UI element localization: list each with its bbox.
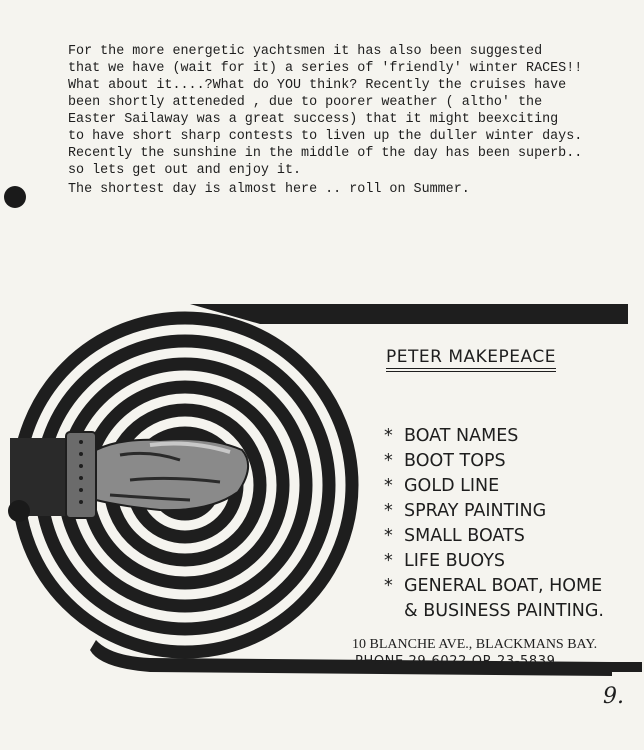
service-item: * SPRAY PAINTING <box>384 499 604 524</box>
asterisk-icon: * <box>384 551 393 571</box>
punch-hole-top <box>4 186 26 208</box>
contact-block <box>352 636 597 670</box>
service-item: * GENERAL BOAT, HOME <box>384 574 604 599</box>
punch-hole-bottom <box>8 500 30 522</box>
service-item: * BOAT NAMES <box>384 424 604 449</box>
service-item: * LIFE BUOYS <box>384 549 604 574</box>
article-line: What about it....?What do YOU think? Recently the cruises have <box>68 78 567 93</box>
article-line: The shortest day is almost here .. roll on Summer. <box>68 182 470 197</box>
article-line: For the more energetic yachtsmen it has also been suggested <box>68 44 543 59</box>
article-line: that we have (wait for it) a series of 'friendly' winter RACES!! <box>68 61 583 76</box>
service-item: * GOLD LINE <box>384 474 604 499</box>
stripe-tail <box>612 662 642 672</box>
phone: PHONE 29-6022 OR 23-5839 <box>355 654 556 669</box>
article-paragraph <box>68 43 638 198</box>
address: 10 BLANCHE AVE., BLACKMANS BAY. <box>352 637 598 652</box>
page-number: 9. <box>603 684 624 709</box>
asterisk-icon: * <box>384 526 393 546</box>
services-list <box>384 424 604 624</box>
service-item-continued: & BUSINESS PAINTING. <box>404 601 604 621</box>
asterisk-icon: * <box>384 426 393 446</box>
article-line: to have short sharp contests to liven up the duller winter days. <box>68 129 583 144</box>
brush-hand-icon <box>10 432 248 518</box>
top-stripe <box>190 304 628 324</box>
article-line: Recently the sunshine in the middle of the day has been superb.. <box>68 146 583 161</box>
asterisk-icon: * <box>384 501 393 521</box>
article-line: so lets get out and enjoy it. <box>68 163 302 178</box>
article-line: been shortly atteneded , due to poorer weather ( altho' the <box>68 95 543 110</box>
ad-title: PETER MAKEPEACE <box>386 347 556 372</box>
asterisk-icon: * <box>384 476 393 496</box>
asterisk-icon: * <box>384 451 393 471</box>
service-item: * BOOT TOPS <box>384 449 604 474</box>
service-item: * SMALL BOATS <box>384 524 604 549</box>
asterisk-icon: * <box>384 576 393 596</box>
article-line: Easter Sailaway was a great success) that it might beexciting <box>68 112 559 127</box>
